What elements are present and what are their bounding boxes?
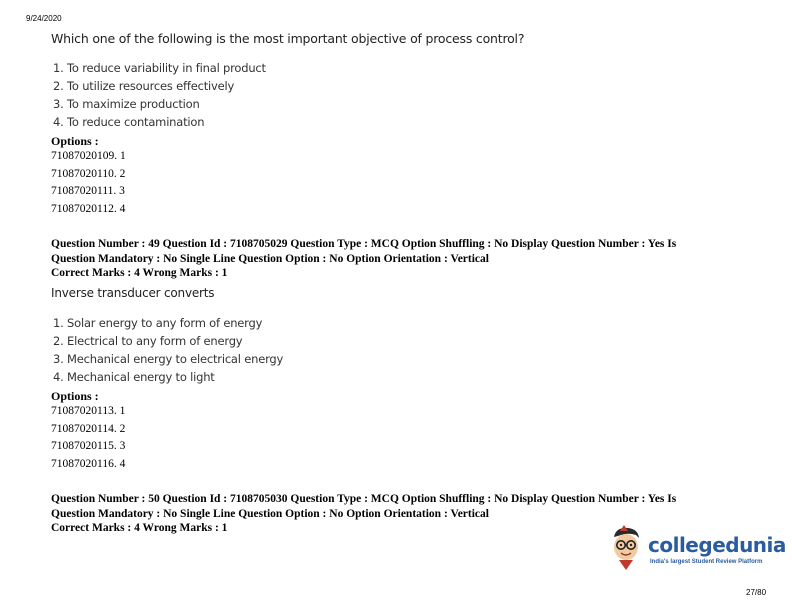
options-heading: Options : bbox=[51, 134, 99, 148]
page-number: 27/80 bbox=[746, 588, 767, 597]
option-id-item: 71087020116. 4 bbox=[51, 457, 126, 470]
collegedunia-logo bbox=[606, 523, 786, 573]
option-id-item: 71087020113. 1 bbox=[51, 405, 126, 417]
question-49-option-ids bbox=[51, 403, 125, 473]
choice-item: 1. Solar energy to any form of energy bbox=[53, 316, 263, 330]
logo-tagline: India's largest Student Review Platform bbox=[650, 559, 763, 565]
option-id-item: 71087020114. 2 bbox=[51, 422, 126, 435]
option-id-item: 71087020112. 4 bbox=[51, 202, 126, 215]
choice-item: 4. To reduce contamination bbox=[53, 115, 205, 129]
meta-line: Question Mandatory : No Single Line Question Option : No Option Orientation : Vertical bbox=[51, 252, 489, 265]
question-48-text: Which one of the following is the most important objective of process control? bbox=[51, 31, 525, 46]
question-49-choices bbox=[53, 314, 283, 386]
mascot-face-icon bbox=[606, 523, 646, 573]
marks-line: Correct Marks : 4 Wrong Marks : 1 bbox=[51, 267, 228, 279]
choice-item: 3. To maximize production bbox=[53, 97, 200, 111]
options-heading: Options : bbox=[51, 389, 99, 403]
question-49-text: Inverse transducer converts bbox=[51, 286, 215, 300]
choice-item: 4. Mechanical energy to light bbox=[53, 370, 215, 384]
question-48-choices bbox=[53, 59, 266, 131]
option-id-item: 71087020109. 1 bbox=[51, 150, 126, 162]
option-id-item: 71087020111. 3 bbox=[51, 185, 125, 197]
meta-line: Question Number : 50 Question Id : 7108705030 Question Type : MCQ Option Shuffling : No Display Question Number : Yes Is bbox=[51, 493, 677, 505]
choice-item: 2. Electrical to any form of energy bbox=[53, 334, 243, 348]
choice-item: 1. To reduce variability in final product bbox=[53, 61, 266, 75]
print-date: 9/24/2020 bbox=[26, 14, 62, 23]
option-id-item: 71087020110. 2 bbox=[51, 167, 126, 180]
question-49-meta bbox=[51, 237, 751, 281]
choice-item: 2. To utilize resources effectively bbox=[53, 79, 235, 93]
option-id-item: 71087020115. 3 bbox=[51, 440, 126, 452]
question-48-option-ids bbox=[51, 148, 126, 218]
meta-line: Question Mandatory : No Single Line Question Option : No Option Orientation : Vertical bbox=[51, 507, 489, 520]
logo-wordmark: collegedunia bbox=[648, 533, 786, 557]
meta-line: Question Number : 49 Question Id : 7108705029 Question Type : MCQ Option Shuffling : No Display Question Number : Yes Is bbox=[51, 238, 677, 250]
marks-line: Correct Marks : 4 Wrong Marks : 1 bbox=[51, 522, 228, 534]
choice-item: 3. Mechanical energy to electrical energy bbox=[53, 352, 284, 366]
